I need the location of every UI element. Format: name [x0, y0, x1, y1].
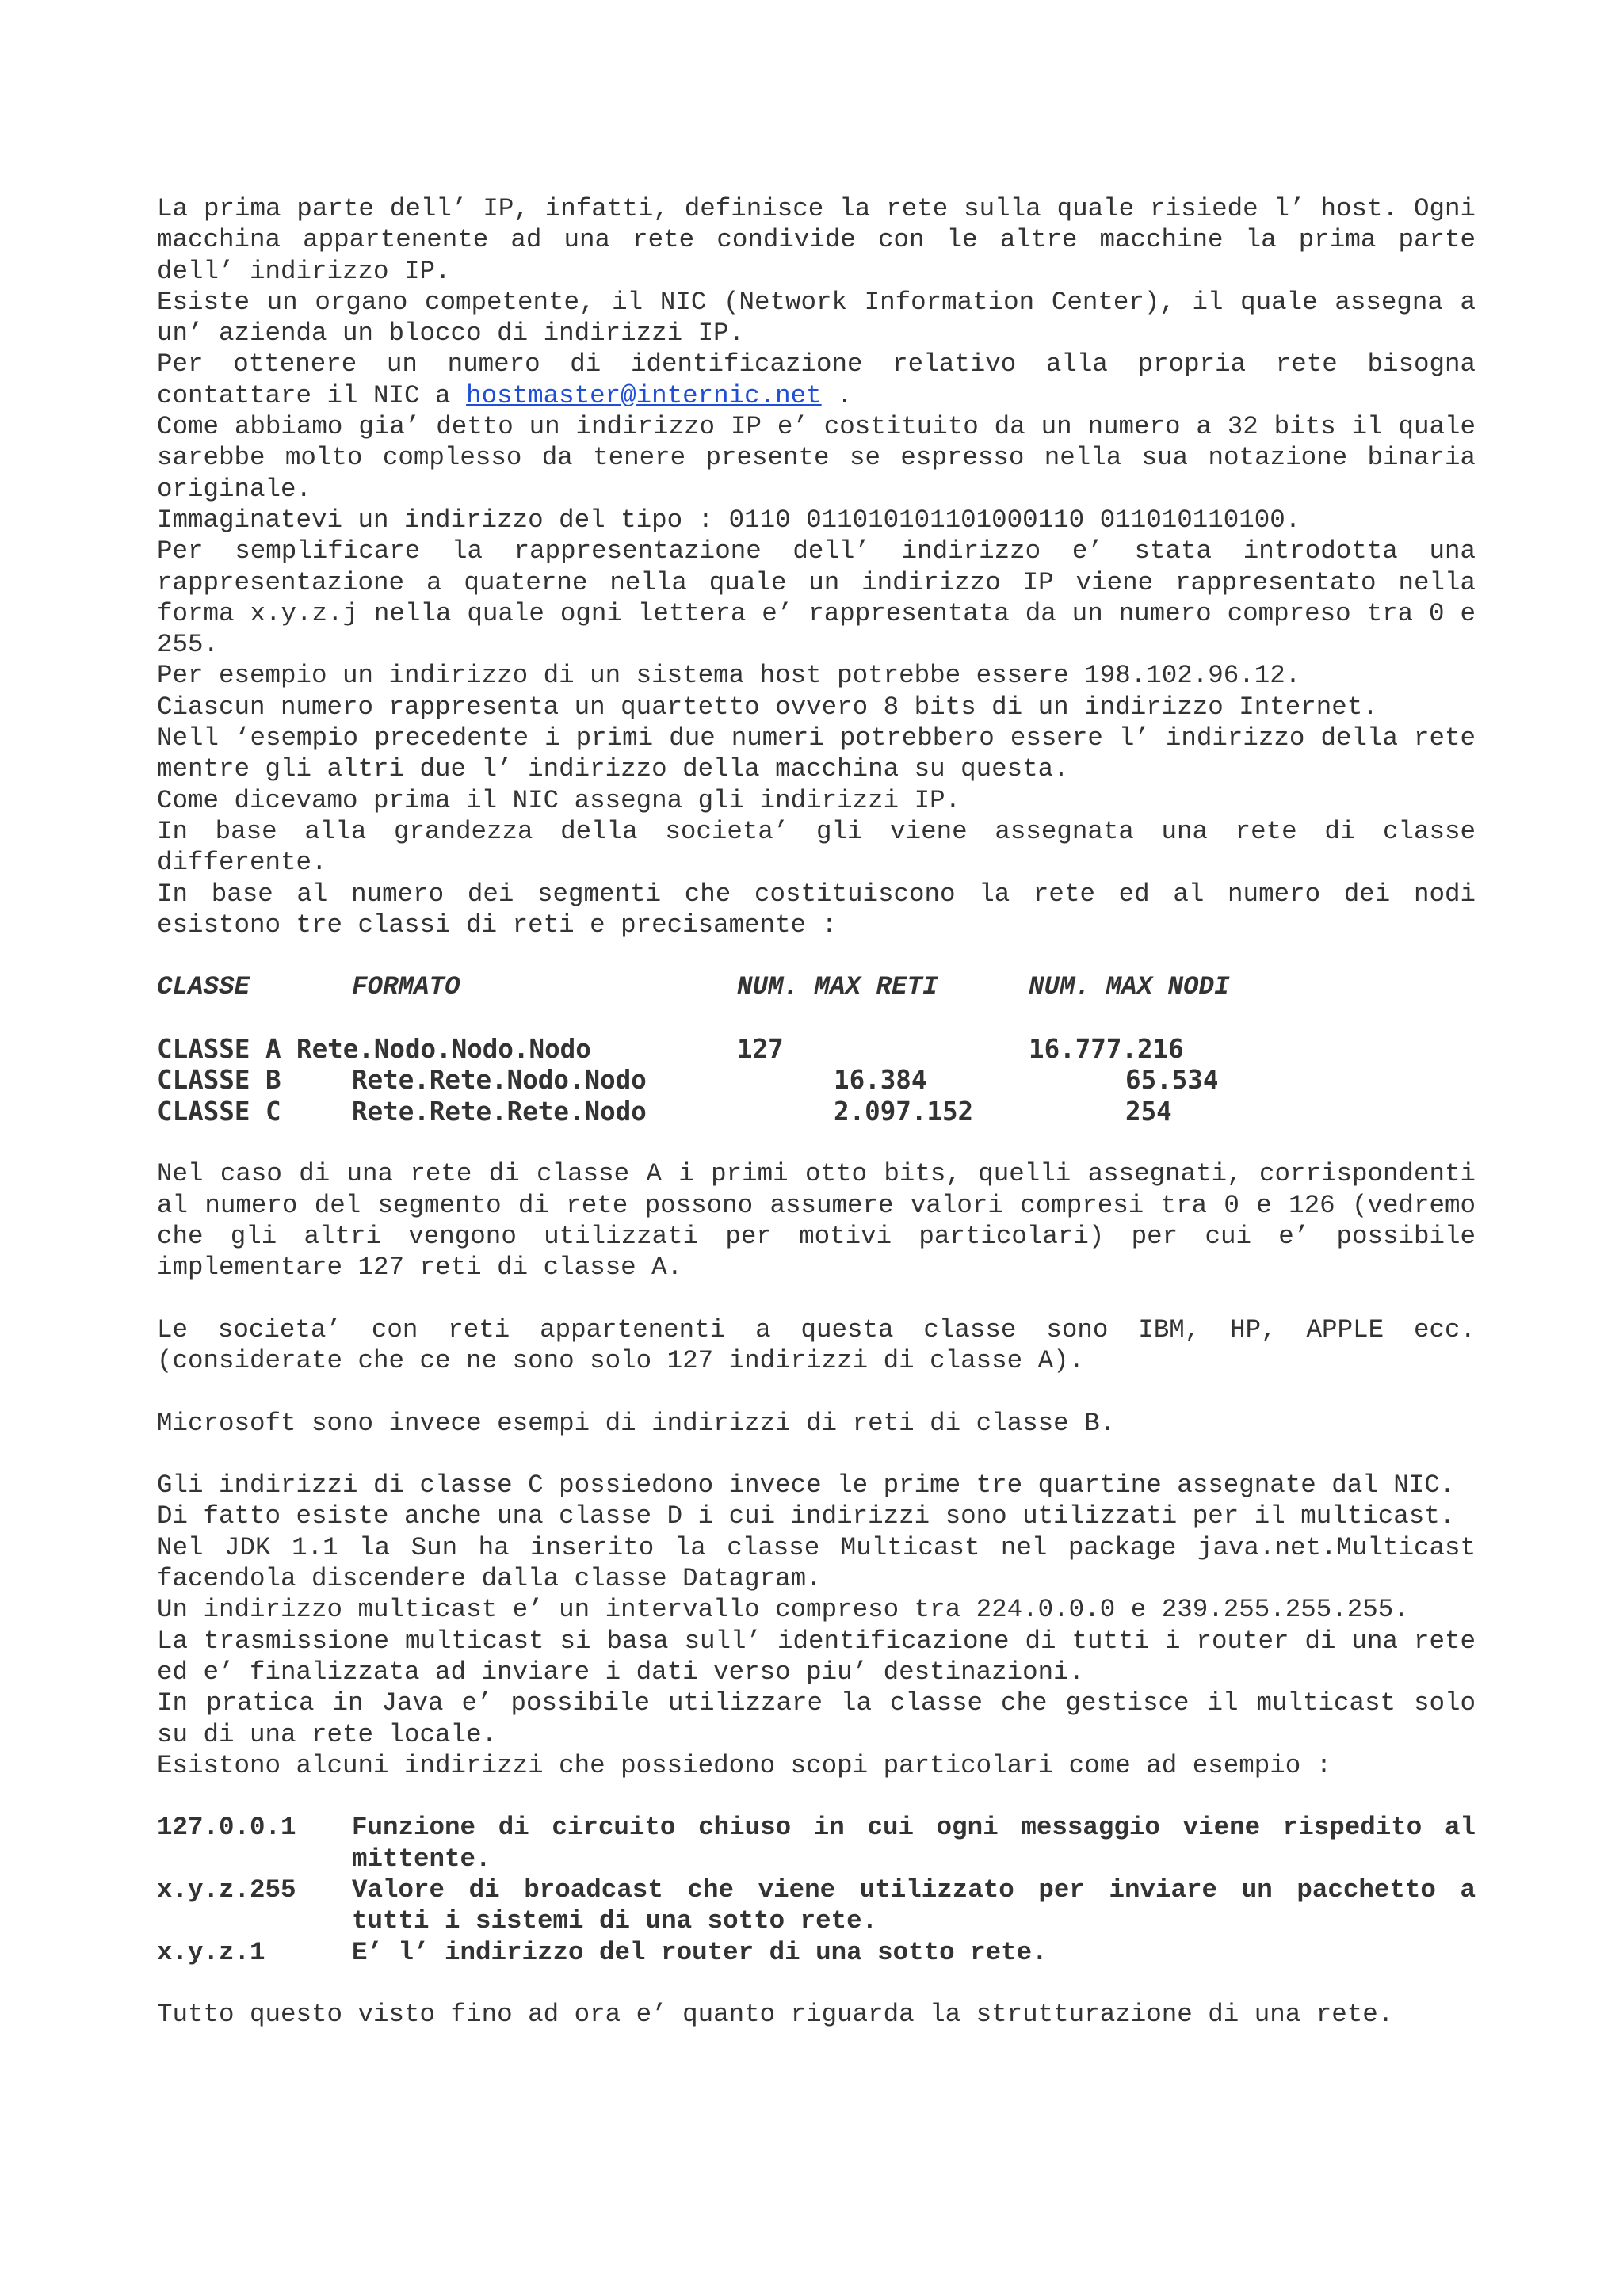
class-a-paragraph: Nel caso di una rete di classe A i primi otto bits, quelli assegnati, corrispondenti al numero del segmento di rete possono assumere valori compresi tra 0 e 126 (vedremo che gli altri vengono utilizzati per motivi particolari) per cui e’ possibile implementare 127 reti di classe A.: [157, 1159, 1476, 1283]
body-paragraph-8: In base alla grandezza della societa’ gli viene assegnata una rete di classe differente.: [157, 816, 1476, 878]
cell-formato: Rete.Rete.Rete.Nodo: [352, 1096, 647, 1127]
class-c-paragraph-5: La trasmissione multicast si basa sull’ identificazione di tutti i router di una rete ed e’ finalizzata ad inviare i dati verso piu’ destinazioni.: [157, 1626, 1476, 1687]
intro-paragraph-1: La prima parte dell’ IP, infatti, definisce la rete sulla quale risiede l’ host. Ogni macchina appartenente ad una rete condivide con le altre macchine la prima parte dell’ indirizzo IP.: [157, 194, 1476, 286]
cell-nodi: 254: [1125, 1096, 1172, 1127]
spacer: [157, 940, 1476, 971]
body-paragraph-6: Nell ‘esempio precedente i primi due numeri potrebbero essere l’ indirizzo della rete mentre gli altri due l’ indirizzo della macchina su questa.: [157, 723, 1476, 784]
spacer: [157, 1127, 1476, 1158]
header-max-nodi: NUM. MAX NODI: [1029, 972, 1230, 1002]
microsoft-paragraph: Microsoft sono invece esempi di indirizzi di reti di classe B.: [157, 1408, 1116, 1438]
class-table: [157, 971, 1476, 1127]
special-description: Funzione di circuito chiuso in cui ogni messaggio viene rispedito al mittente.: [352, 1813, 1476, 1874]
special-address: x.y.z.1: [157, 1937, 265, 1967]
class-c-paragraph-3: Nel JDK 1.1 la Sun ha inserito la classe Multicast nel package java.net.Multicast facendola discendere dalla classe Datagram.: [157, 1532, 1476, 1594]
special-address-row: [157, 1812, 1476, 1875]
spacer: [157, 1781, 1476, 1812]
table-header-row: [157, 971, 1476, 1002]
spacer: [157, 1283, 1476, 1314]
special-description: Valore di broadcast che viene utilizzato per inviare un pacchetto a tutti i sistemi di una sotto rete.: [352, 1875, 1476, 1936]
email-link[interactable]: hostmaster@internic.net: [466, 380, 822, 410]
cell-formato: Rete.Nodo.Nodo.Nodo: [296, 1034, 591, 1065]
header-classe: CLASSE: [157, 972, 250, 1002]
body-paragraph-9: In base al numero dei segmenti che costituiscono la rete ed al numero dei nodi esistono tre classi di reti e precisamente :: [157, 879, 1476, 940]
table-row: [157, 1034, 1476, 1065]
spacer: [157, 1376, 1476, 1407]
class-c-paragraph-2: Di fatto esiste anche una classe D i cui indirizzi sono utilizzati per il multicast.: [157, 1501, 1456, 1531]
special-address-row: [157, 1937, 1476, 1968]
class-c-paragraph-1: Gli indirizzi di classe C possiedono invece le prime tre quartine assegnate dal NIC.: [157, 1470, 1456, 1501]
contact-paragraph: [157, 349, 1476, 411]
special-address: 127.0.0.1: [157, 1813, 296, 1843]
body-paragraph-3: Per semplificare la rappresentazione dell’ indirizzo e’ stata introdotta una rappresentazione a quaterne nella quale un indirizzo IP viene rappresentato nella forma x.y.z.j nella quale ogni lettera e’ rappresentata da un numero compreso tra 0 e 255.: [157, 536, 1476, 660]
header-max-reti: NUM. MAX RETI: [737, 972, 938, 1002]
cell-classe: CLASSE A: [157, 1034, 281, 1065]
cell-classe: CLASSE C: [157, 1096, 281, 1127]
body-paragraph-1: Come abbiamo gia’ detto un indirizzo IP e’ costituito da un numero a 32 bits il quale sarebbe molto complesso da tenere presente se espresso nella sua notazione binaria originale.: [157, 412, 1476, 504]
special-description: E’ l’ indirizzo del router di una sotto rete.: [352, 1937, 1048, 1967]
document-page: [157, 193, 1476, 2031]
class-c-paragraph-6: In pratica in Java e’ possibile utilizzare la classe che gestisce il multicast solo su di una rete locale.: [157, 1688, 1476, 1749]
cell-nodi: 16.777.216: [1029, 1034, 1184, 1065]
cell-reti: 2.097.152: [834, 1096, 974, 1127]
companies-paragraph: Le societa’ con reti appartenenti a questa classe sono IBM, HP, APPLE ecc. (considerate che ce ne sono solo 127 indirizzi di classe A).: [157, 1314, 1476, 1375]
header-formato: FORMATO: [352, 972, 460, 1002]
intro-paragraph-2: Esiste un organo competente, il NIC (Network Information Center), il quale assegna a un’ azienda un blocco di indirizzi IP.: [157, 287, 1476, 349]
special-address: x.y.z.255: [157, 1875, 296, 1905]
cell-reti: 16.384: [834, 1065, 927, 1096]
cell-reti: 127: [737, 1034, 784, 1065]
class-c-paragraph-7: Esistono alcuni indirizzi che possiedono scopi particolari come ad esempio :: [157, 1750, 1332, 1780]
table-row: [157, 1065, 1476, 1096]
special-address-row: [157, 1875, 1476, 1937]
spacer: [157, 1968, 1476, 1999]
closing-paragraph: Tutto questo visto fino ad ora e’ quanto riguarda la strutturazione di una rete.: [157, 2000, 1394, 2030]
body-paragraph-5: Ciascun numero rappresenta un quartetto ovvero 8 bits di un indirizzo Internet.: [157, 692, 1378, 722]
spacer: [157, 1439, 1476, 1470]
body-paragraph-4: Per esempio un indirizzo di un sistema host potrebbe essere 198.102.96.12.: [157, 661, 1301, 691]
cell-nodi: 65.534: [1125, 1065, 1219, 1096]
spacer: [157, 1003, 1476, 1034]
class-c-paragraph-4: Un indirizzo multicast e’ un intervallo compreso tra 224.0.0.0 e 239.255.255.255.: [157, 1595, 1409, 1625]
body-paragraph-7: Come dicevamo prima il NIC assegna gli indirizzi IP.: [157, 785, 961, 815]
contact-text: Per ottenere un numero di identificazione relativo alla propria rete bisogna contattare il NIC a: [157, 349, 1476, 410]
contact-after: .: [821, 380, 853, 410]
cell-classe: CLASSE B: [157, 1065, 281, 1096]
table-row: [157, 1097, 1476, 1127]
cell-formato: Rete.Rete.Nodo.Nodo: [352, 1065, 647, 1096]
body-paragraph-2: Immaginatevi un indirizzo del tipo : 0110 011010101101000110 011010110100.: [157, 505, 1301, 535]
